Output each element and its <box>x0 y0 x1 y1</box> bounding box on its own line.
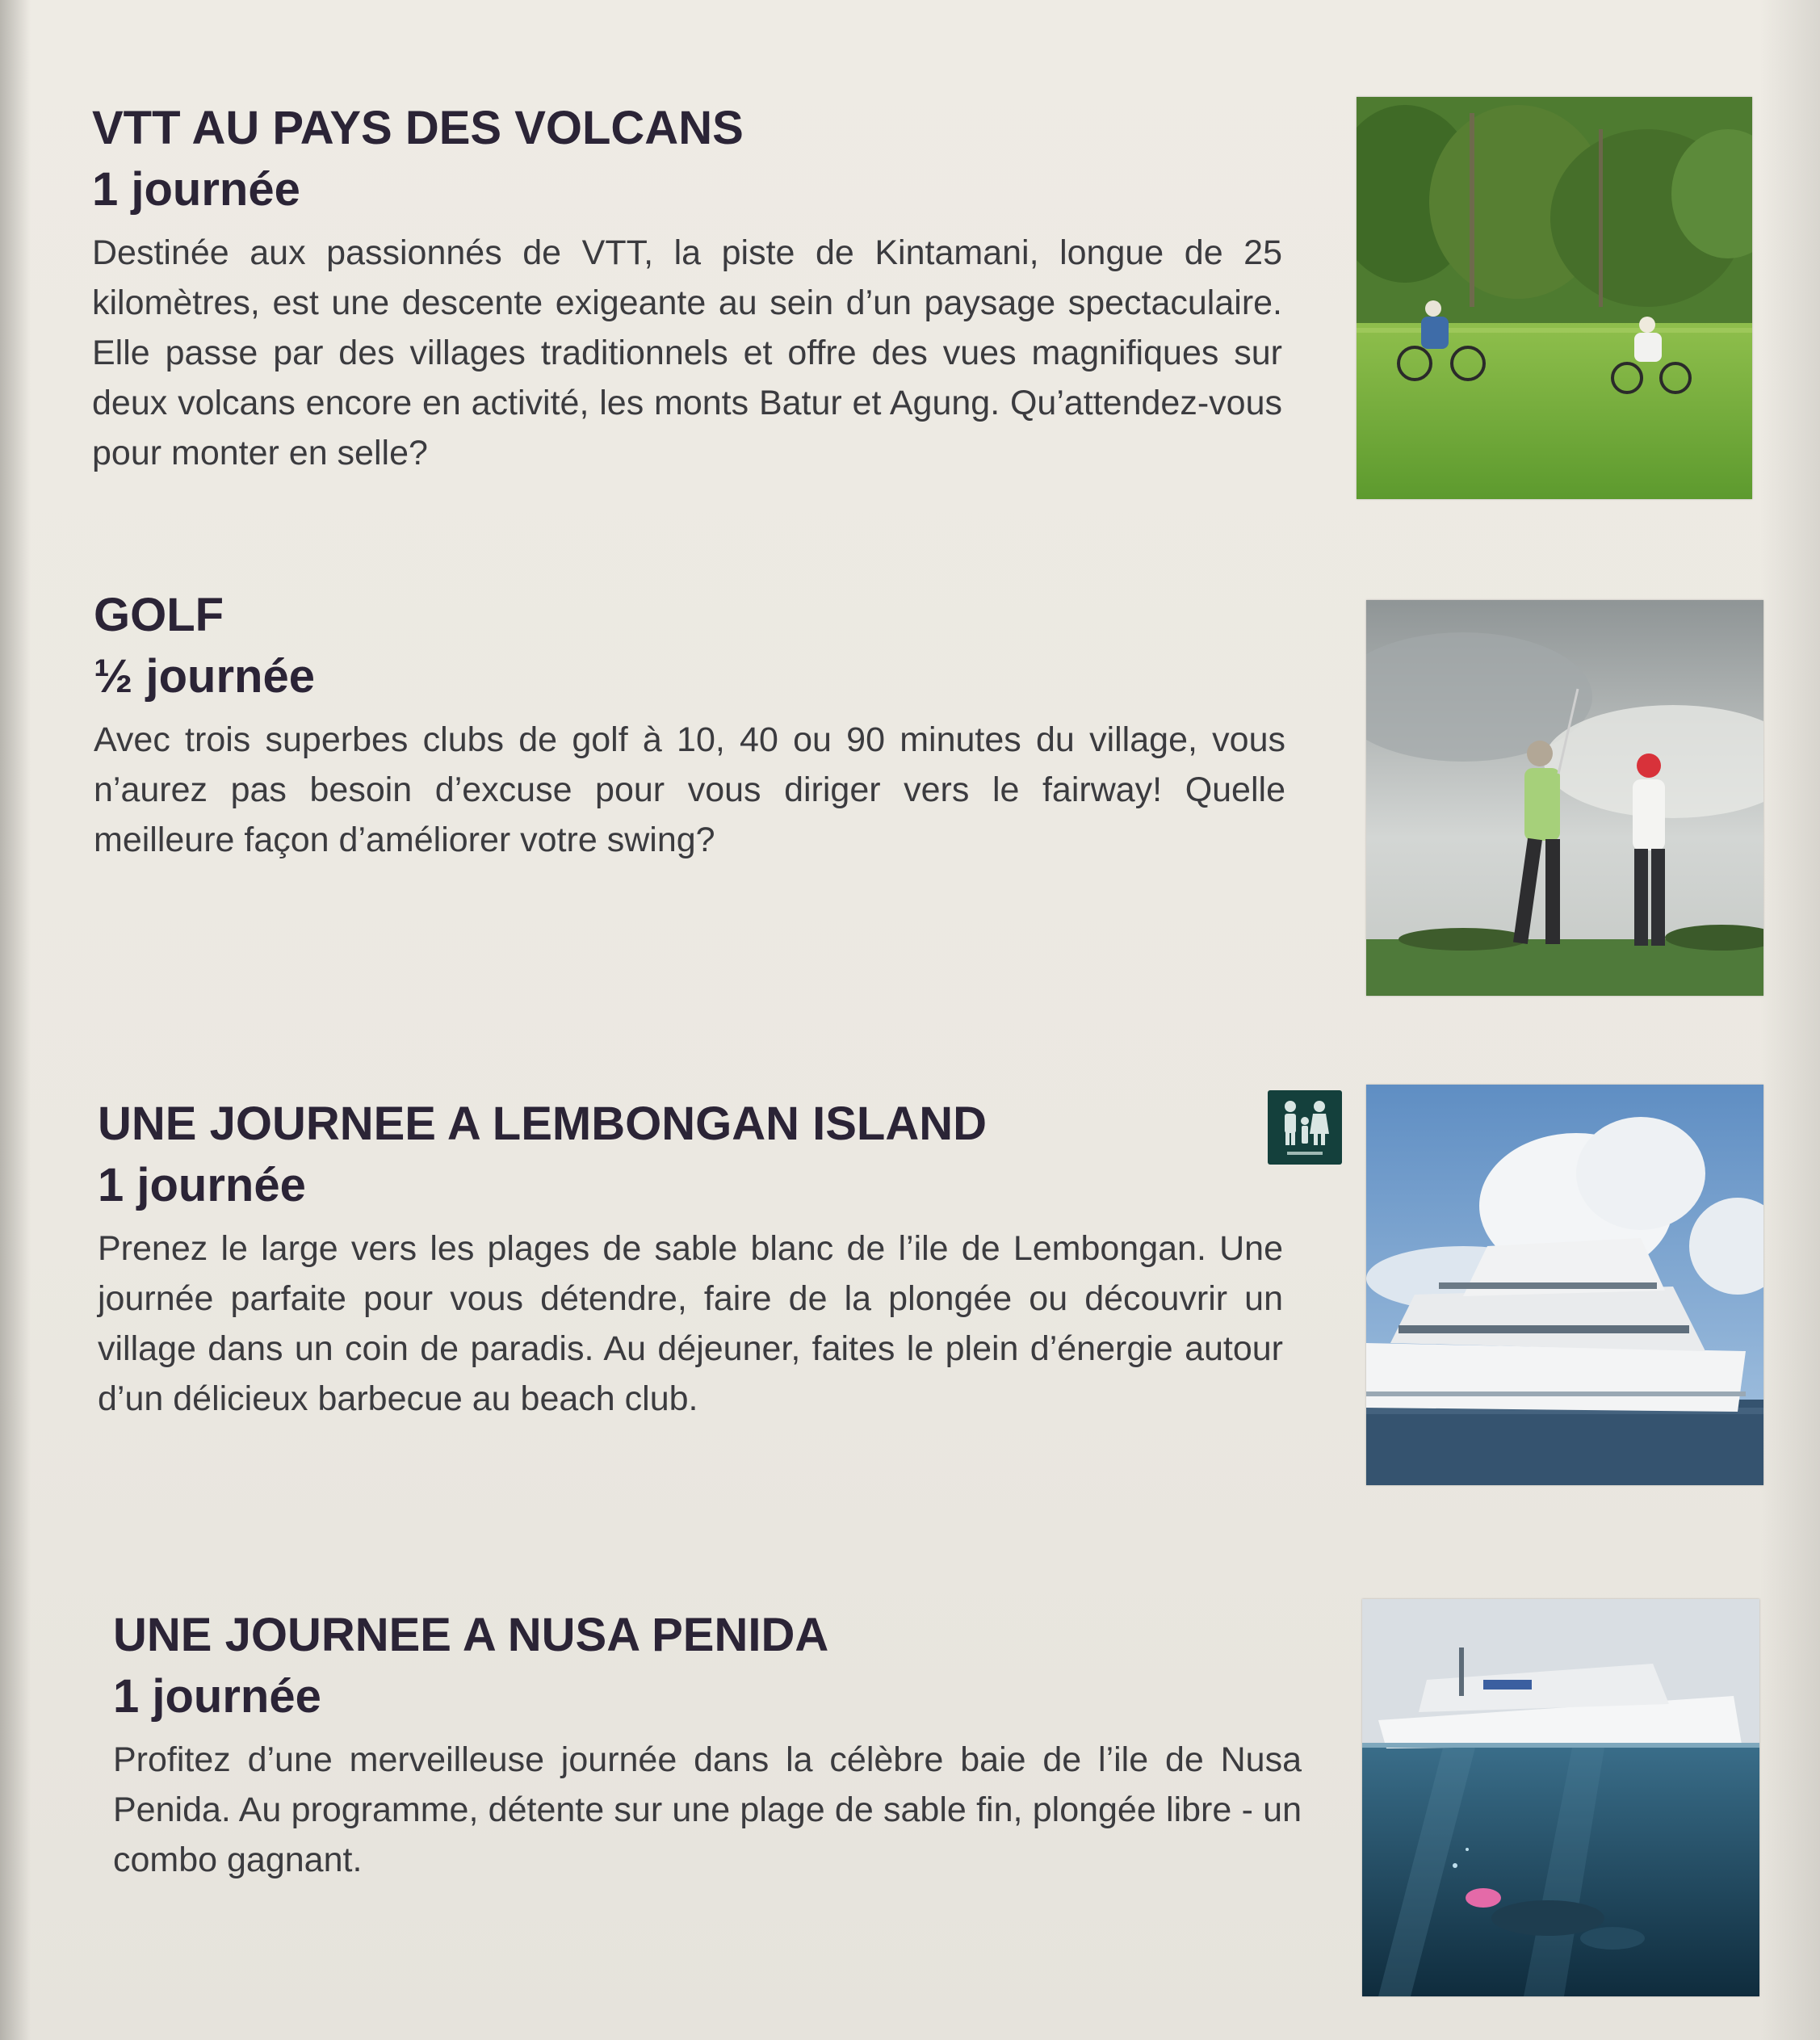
activity-description: Prenez le large vers les plages de sable blanc de l’ile de Lembongan. Une journée parfaite pour vous détendre, faire de la plongée ou découvrir un village dans un coin de paradis. Au déjeuner, faites le plein d’énergie autour d’un délicieux barbecue au beach club. <box>98 1229 1283 1418</box>
activity-title: UNE JOURNEE A LEMBONGAN ISLAND <box>98 1098 987 1150</box>
snorkeling-boat-photo <box>1362 1599 1759 1996</box>
activity-description: Profitez d’une merveilleuse journée dans la célèbre baie de l’ile de Nusa Penida. Au programme, détente sur une plage de sable fin, plongée libre - un combo gagnant. <box>113 1740 1302 1879</box>
cruise-boat-photo <box>1366 1085 1763 1485</box>
mountain-bikers-rice-field-photo <box>1357 97 1752 499</box>
activity-title: VTT AU PAYS DES VOLCANS <box>92 102 744 154</box>
activity-title: UNE JOURNEE A NUSA PENIDA <box>113 1609 829 1661</box>
activity-description: Destinée aux passionnés de VTT, la piste de Kintamani, longue de 25 kilomètres, est une descente exigeante au sein d’un paysage spectaculaire. Elle passe par des villages traditionnels et offre des vues magnifiques sur deux volcans encore en activité, les monts Batur et Agung. Qu’attendez-vous pour monter en selle? <box>92 233 1282 472</box>
activity-duration: 1 journée <box>98 1159 306 1211</box>
activity-title: GOLF <box>94 589 224 641</box>
golf-lesson-photo <box>1366 600 1763 996</box>
family-icon <box>1268 1090 1342 1165</box>
activity-description: Avec trois superbes clubs de golf à 10, 40 ou 90 minutes du village, vous n’aurez pas besoin d’excuse pour vous diriger vers le fairway! Quelle meilleure façon d’améliorer votre swing? <box>94 720 1285 859</box>
activity-duration: ½ journée <box>94 650 315 703</box>
activity-duration: 1 journée <box>113 1670 321 1723</box>
activity-duration: 1 journée <box>92 163 300 216</box>
